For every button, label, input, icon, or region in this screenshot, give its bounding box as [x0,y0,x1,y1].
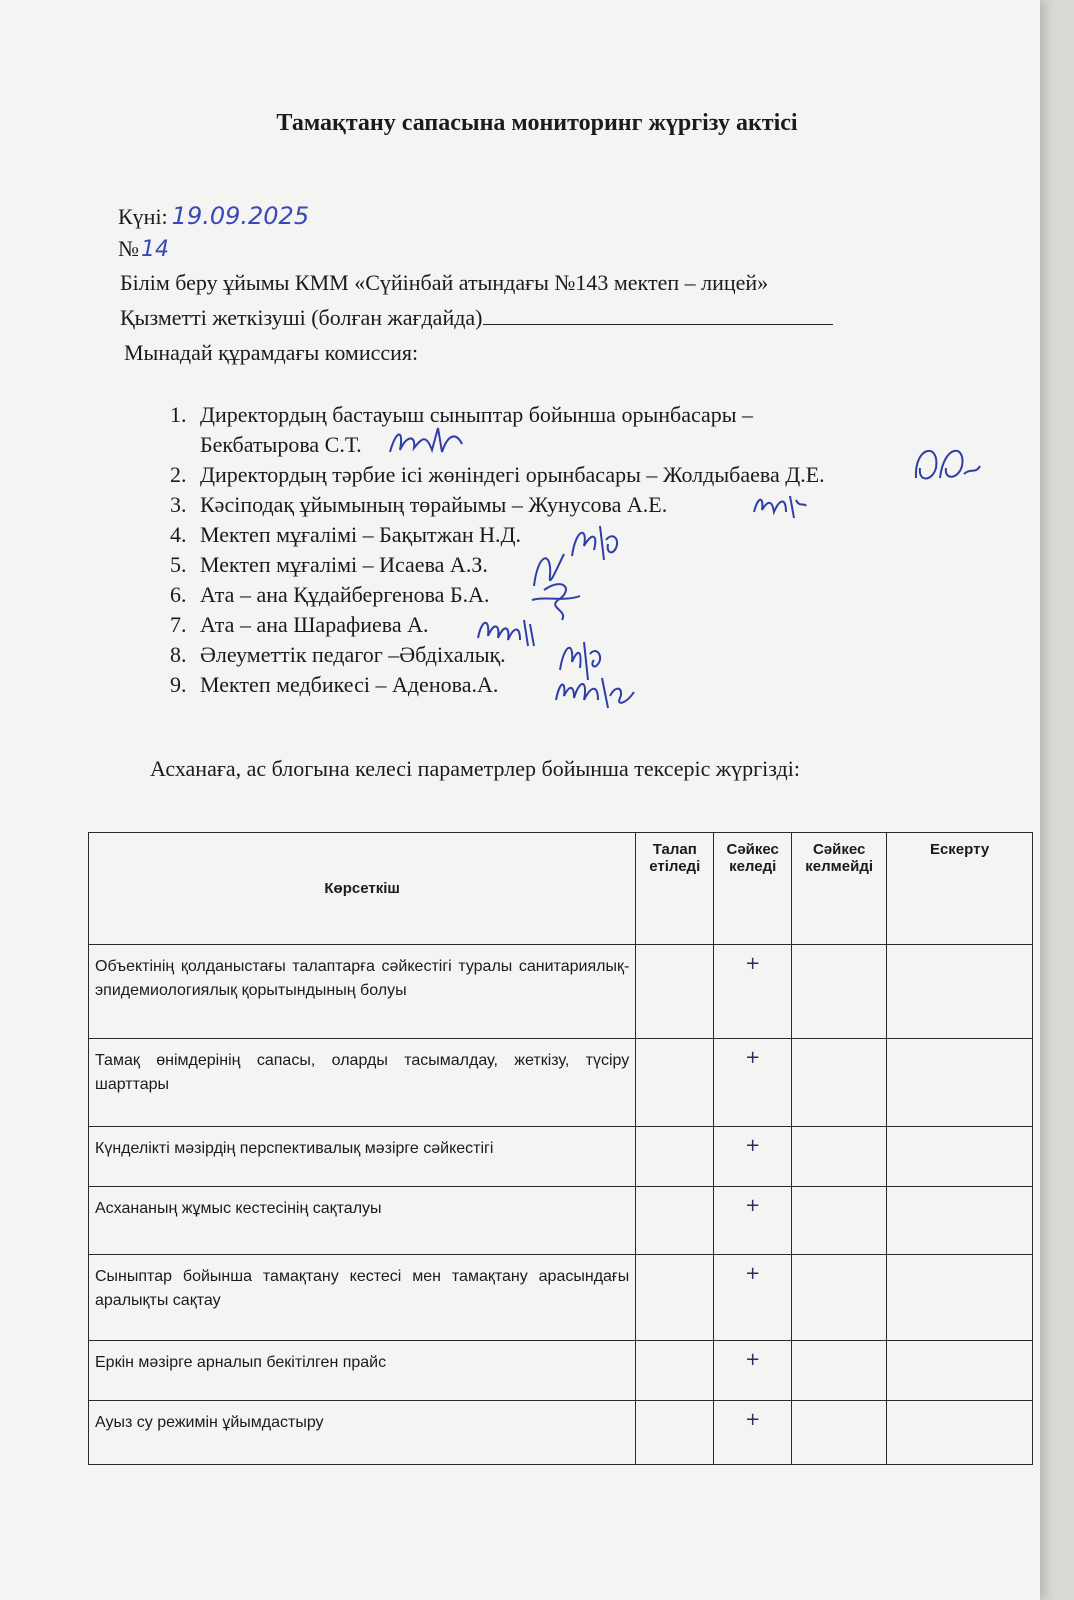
commission-label: Мынадай құрамдағы комиссия: [124,340,419,365]
supplier-blank [483,306,833,325]
signature-5 [524,546,588,622]
signature-8 [552,670,638,714]
supplier-label: Қызметті жеткізуші (болған жағдайда) [120,305,483,330]
number-label: № [118,236,139,261]
table-header-row [89,833,1033,945]
member-item: 3. Кәсіподақ ұйымының төрайымы – Жунусова А.Е. [170,492,668,517]
table-row: Асхананың жұмыс кестесінің сақталуы + [89,1187,1033,1255]
member-item: 1. Директордың бастауыш сыныптар бойынша орынбасары – Бекбатырова С.Т. [170,402,754,457]
supplier-line [120,305,833,331]
table-row: Сыныптар бойынша тамақтану кестесі мен тамақтану арасындағы аралықты сақтау + [89,1255,1033,1341]
number-value: 14 [141,237,169,262]
table-row: Ауыз су режимін ұйымдастыру + [89,1401,1033,1465]
member-item: 2. Директордың тәрбие ісі жөніндегі орынбасары – Жолдыбаева Д.Е. [170,462,825,487]
table-row: Тамақ өнімдерінің сапасы, оларды тасымалдау, жеткізу, түсіру шарттары + [89,1039,1033,1127]
member-item: 6. Ата – ана Құдайбергенова Б.А. [170,582,490,607]
signature-3 [750,488,808,522]
table-row: Күнделікті мәзірдің перспективалық мәзірге сәйкестігі + [89,1127,1033,1187]
signature-1 [386,424,466,460]
date-label: Күні: [118,204,168,229]
header-indicator: Көрсеткіш [89,833,636,945]
header-compliant: Сәйкес келеді [714,833,792,945]
organization-line: Білім беру ұйымы КММ «Сүйінбай атындағы №143 мектеп – лицей» [120,270,769,295]
monitoring-table [88,832,1033,1465]
document-title: Тамақтану сапасына мониторинг жүргізу актісі [276,110,798,136]
header-required: Талап етіледі [636,833,714,945]
signature-2 [910,438,982,490]
number-line [118,236,169,262]
member-item: 8. Әлеуметтік педагог –Әбдіхалық. [170,642,506,667]
header-note: Ескерту [887,833,1033,945]
header-noncompliant: Сәйкес келмейді [792,833,887,945]
signature-6 [474,612,538,652]
date-line [118,202,309,230]
member-item: 5. Мектеп мұғалімі – Исаева А.З. [170,552,488,577]
member-item: 9. Мектеп медбикесі – Аденова.А. [170,672,499,697]
member-item: 7. Ата – ана Шарафиева А. [170,612,429,637]
checks-intro: Асханаға, ас блогына келесі параметрлер бойынша тексеріс жүргізді: [150,756,800,781]
member-item: 4. Мектеп мұғалімі – Бақытжан Н.Д. [170,522,521,547]
date-value: 19.09.2025 [171,202,310,230]
table-row: Еркін мәзірге арналып бекітілген прайс + [89,1341,1033,1401]
table-row: Объектінің қолданыстағы талаптарға сәйкестігі туралы санитариялық-эпидемиологиялық қорытындының болуы + [89,945,1033,1039]
